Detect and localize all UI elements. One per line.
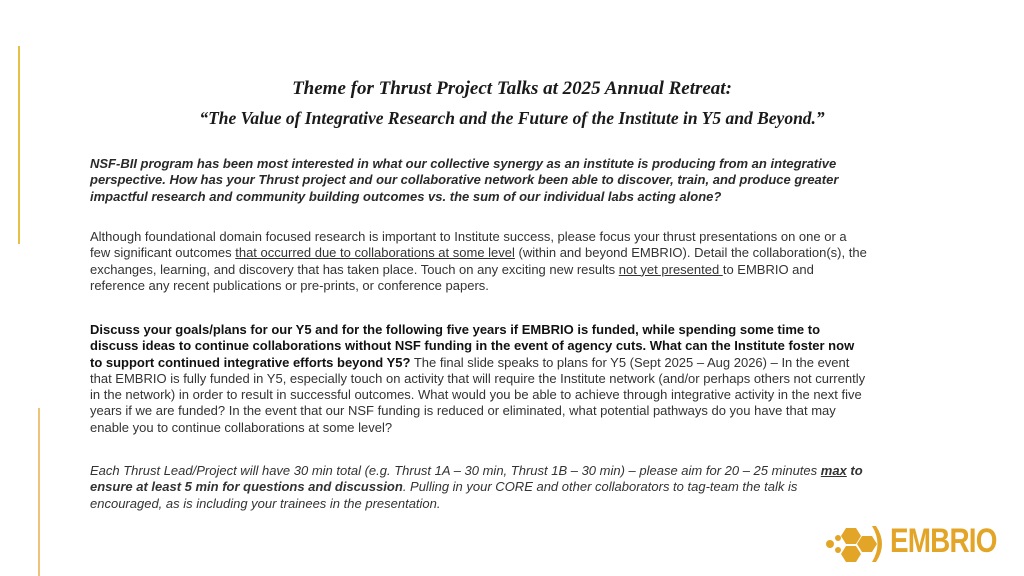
timing-text-2: . Pulling in your CORE and other collaborators to tag-team the talk is encouraged, as is including your trainees in the presentation. — [90, 479, 798, 511]
embrio-logo — [822, 520, 1002, 568]
focus-paragraph — [90, 229, 870, 294]
embrio-logo-mark-icon — [822, 520, 890, 568]
page-subtitle: “The Value of Integrative Research and the Future of the Institute in Y5 and Beyond.” — [199, 108, 825, 128]
goals-lead-text: Discuss your goals/plans for our Y5 and for the following five years if EMBRIO is funded, while spending some time to discuss ideas to continue collaborations without NSF funding in the event of agency cuts. What can the Institute foster now to support continued integrative efforts beyond Y5? — [90, 322, 855, 370]
timing-paragraph — [90, 463, 870, 512]
focus-text-2: (within and beyond EMBRIO). Detail the collaboration(s), the exchanges, learning, and discovery that has taken place. Touch on any exciting new results — [90, 245, 867, 277]
focus-text-1: Although foundational domain focused research is important to Institute success, please focus your thrust presentations on one or a few significant outcomes — [90, 229, 847, 261]
accent-line-bottom — [38, 408, 40, 576]
page-title: Theme for Thrust Project Talks at 2025 Annual Retreat: — [292, 78, 732, 99]
embrio-logo-text: EMBRIO — [890, 522, 997, 560]
goals-paragraph — [90, 322, 870, 436]
nsf-question-paragraph: NSF-BII program has been most interested in what our collective synergy as an institute is producing from an integrative perspective. How has your Thrust project and our collaborative network been able to discover, train, and produce greater impactful research and community building outcomes vs. the sum of our individual labs acting alone? — [90, 156, 839, 204]
focus-text-3: to EMBRIO and reference any recent publications or pre-prints, or conference papers. — [90, 261, 814, 293]
goals-rest-text: The final slide speaks to plans for Y5 (Sept 2025 – Aug 2026) – In the event that EMBRIO is fully funded in Y5, especially touch on activity that will require the Institute network (and/or perhaps others not currently in the network) in order to result in successful outcomes. What would you be able to achieve through integrative activity in the next five years if we are funded? In the event that our NSF funding is reduced or eliminated, what potential pathways do you have that may enable you to continue collaborations at some level? — [90, 354, 866, 435]
timing-bold-text: to ensure at least 5 min for questions and discussion — [90, 463, 863, 495]
accent-line-top — [18, 46, 20, 244]
timing-text-1: Each Thrust Lead/Project will have 30 min total (e.g. Thrust 1A – 30 min, Thrust 1B – 30 min) – please aim for 20 – 25 minutes — [90, 463, 821, 478]
collaborations-underline: that occurred due to collaborations at some level — [235, 245, 515, 261]
not-yet-presented-underline: not yet presented — [618, 261, 723, 277]
max-emphasis: max — [820, 463, 847, 478]
